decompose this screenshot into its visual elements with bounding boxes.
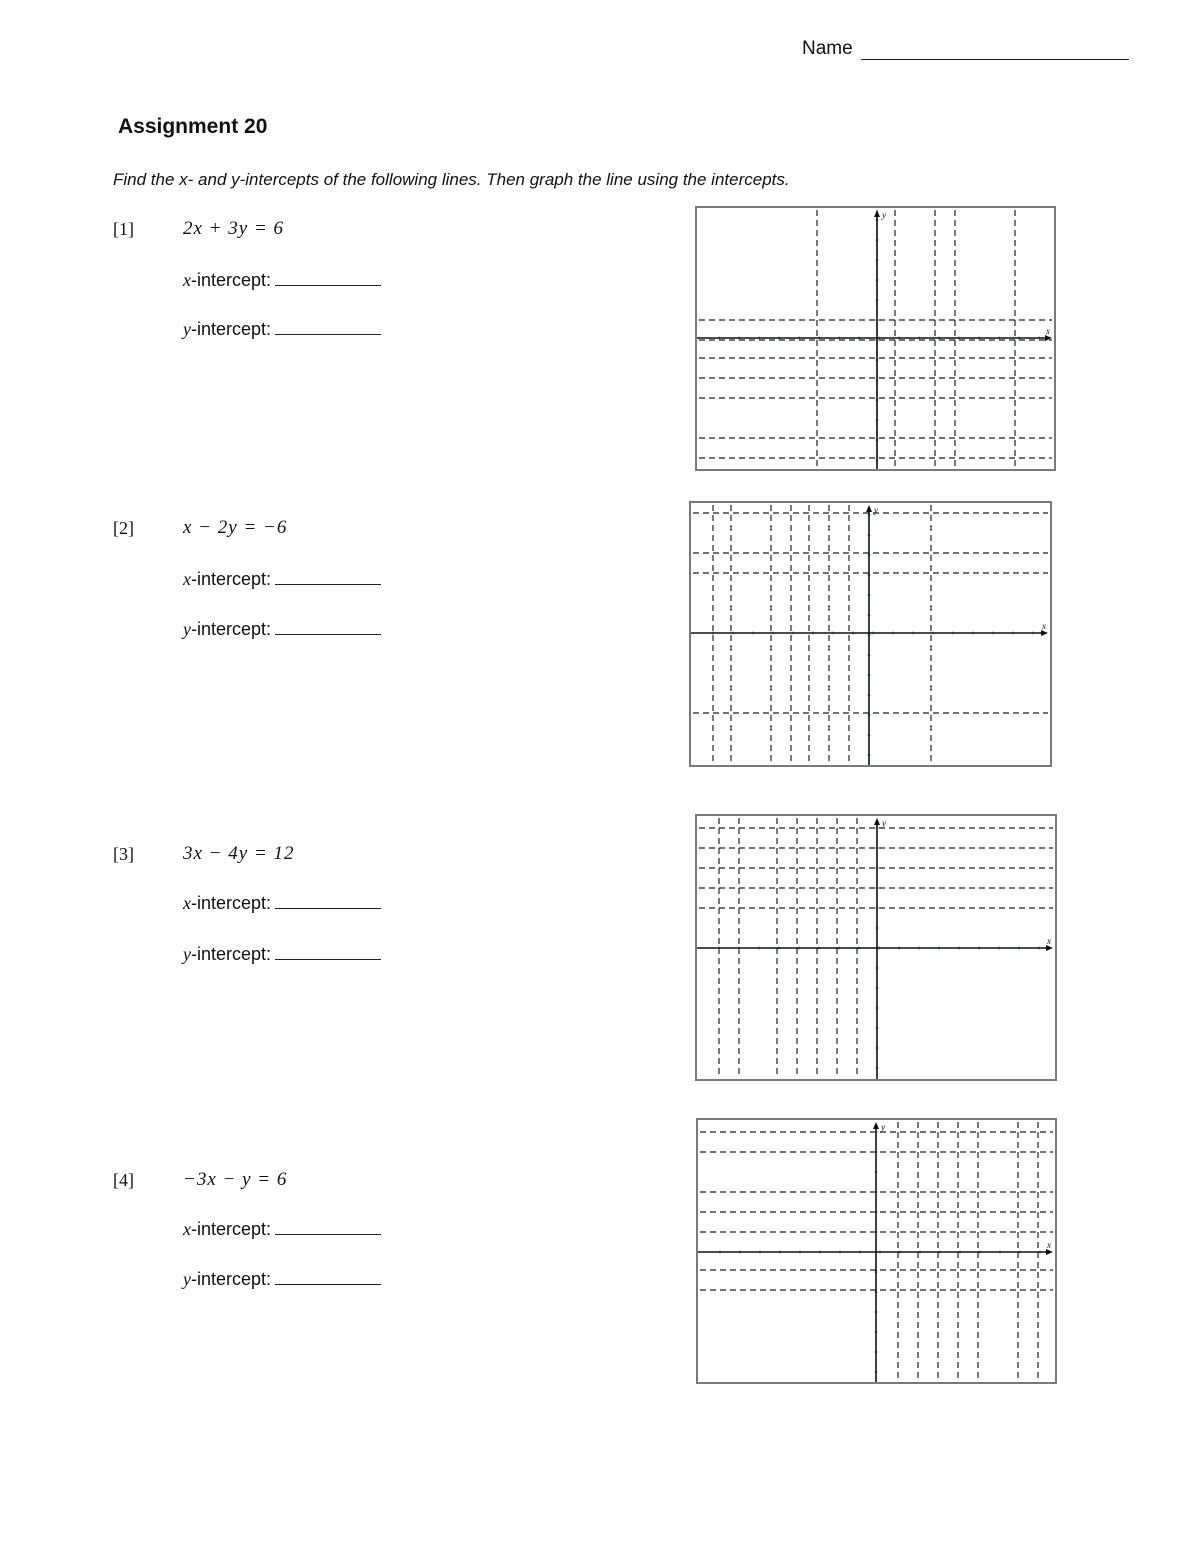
- coordinate-grid-svg: [697, 208, 1054, 469]
- x-axis-label: x: [1047, 1240, 1051, 1250]
- x-variable: x: [183, 270, 191, 290]
- x-intercept-answer-blank[interactable]: [275, 908, 381, 909]
- y-axis-arrow-icon: [866, 505, 872, 512]
- problem-number: [1]: [113, 219, 134, 239]
- coordinate-grid-svg: [698, 1120, 1055, 1382]
- y-intercept-row: [183, 619, 381, 640]
- graph-grid[interactable]: [695, 814, 1057, 1081]
- problem-equation: −3x − y = 6: [183, 1169, 288, 1190]
- x-intercept-label: -intercept:: [191, 569, 272, 589]
- x-intercept-answer-blank[interactable]: [275, 1234, 381, 1235]
- x-intercept-row: [183, 893, 381, 914]
- y-intercept-label: -intercept:: [191, 1269, 272, 1289]
- problem-equation: x − 2y = −6: [183, 517, 288, 538]
- y-intercept-label: -intercept:: [191, 619, 272, 639]
- y-variable: y: [183, 1269, 191, 1289]
- problem-equation: 3x − 4y = 12: [183, 843, 295, 864]
- x-variable: x: [183, 1219, 191, 1239]
- y-intercept-answer-blank[interactable]: [275, 334, 381, 335]
- y-variable: y: [183, 944, 191, 964]
- y-intercept-answer-blank[interactable]: [275, 1284, 381, 1285]
- page-title: Assignment 20: [118, 115, 268, 138]
- y-intercept-answer-blank[interactable]: [275, 634, 381, 635]
- x-variable: x: [183, 893, 191, 913]
- graph-grid[interactable]: [695, 206, 1056, 471]
- problem-number: [3]: [113, 844, 134, 864]
- y-variable: y: [183, 319, 191, 339]
- problem-number: [2]: [113, 518, 134, 538]
- x-intercept-label: -intercept:: [191, 1219, 272, 1239]
- y-axis-arrow-icon: [873, 1122, 879, 1129]
- coordinate-grid-svg: [697, 816, 1055, 1079]
- y-intercept-label: -intercept:: [191, 944, 272, 964]
- y-variable: y: [183, 619, 191, 639]
- name-label: Name: [802, 38, 853, 59]
- y-intercept-label: -intercept:: [191, 319, 272, 339]
- x-intercept-row: [183, 1219, 381, 1240]
- y-intercept-row: [183, 1269, 381, 1290]
- x-intercept-label: -intercept:: [191, 893, 272, 913]
- instructions: Find the x- and y-intercepts of the following lines. Then graph the line using the intercepts.: [113, 170, 790, 189]
- y-axis-arrow-icon: [874, 818, 880, 825]
- y-axis-label: y: [874, 505, 878, 515]
- problem-equation: 2x + 3y = 6: [183, 218, 285, 239]
- graph-grid[interactable]: [689, 501, 1052, 767]
- x-intercept-answer-blank[interactable]: [275, 285, 381, 286]
- x-variable: x: [183, 569, 191, 589]
- problem-number: [4]: [113, 1170, 134, 1190]
- graph-grid[interactable]: [696, 1118, 1057, 1384]
- x-intercept-row: [183, 569, 381, 590]
- x-intercept-row: [183, 270, 381, 291]
- y-intercept-row: [183, 319, 381, 340]
- x-intercept-label: -intercept:: [191, 270, 272, 290]
- y-axis-label: y: [882, 818, 886, 828]
- x-axis-label: x: [1047, 936, 1051, 946]
- y-intercept-row: [183, 944, 381, 965]
- y-axis-arrow-icon: [874, 210, 880, 217]
- x-intercept-answer-blank[interactable]: [275, 584, 381, 585]
- x-axis-label: x: [1042, 621, 1046, 631]
- y-axis-label: y: [881, 1122, 885, 1132]
- name-field[interactable]: [861, 59, 1129, 60]
- x-axis-label: x: [1046, 326, 1050, 336]
- y-intercept-answer-blank[interactable]: [275, 959, 381, 960]
- y-axis-label: y: [882, 210, 886, 220]
- coordinate-grid-svg: [691, 503, 1050, 765]
